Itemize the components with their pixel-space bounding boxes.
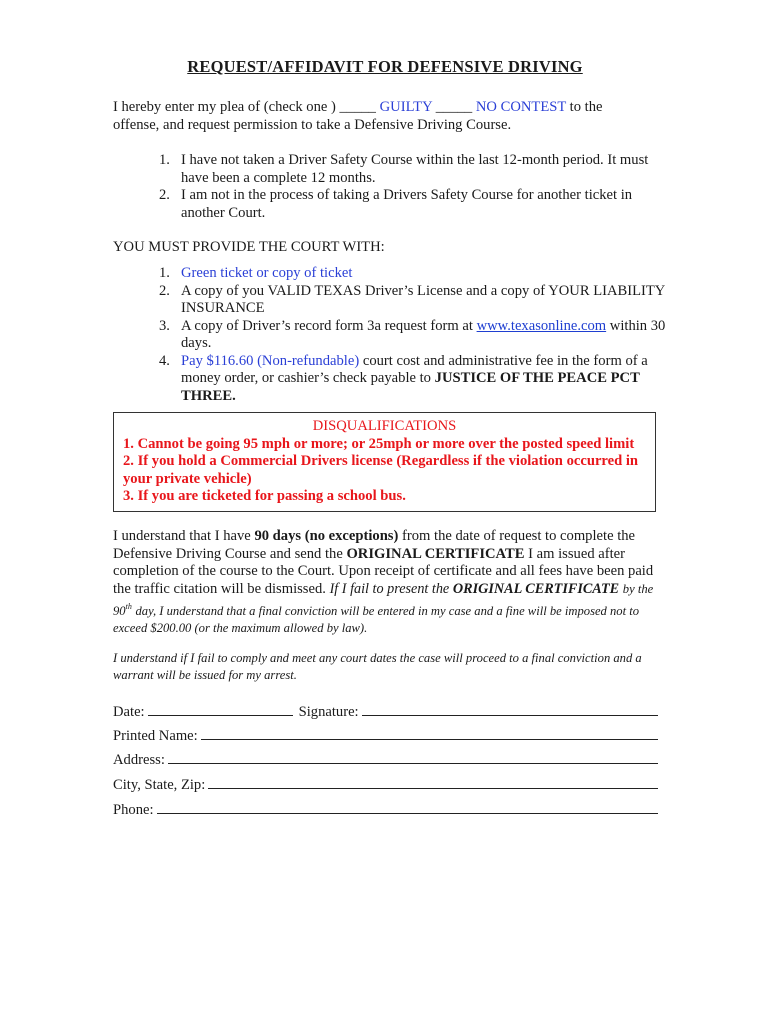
printed-name-row — [113, 727, 658, 746]
plea-text-after: to the — [569, 99, 603, 115]
plea-paragraph — [113, 99, 673, 134]
texasonline-link[interactable]: www.texasonline.com — [476, 317, 607, 334]
city-state-zip-row — [113, 776, 658, 795]
page-title: REQUEST/AFFIDAVIT FOR DEFENSIVE DRIVING — [187, 57, 583, 76]
phone-row — [113, 801, 658, 820]
provide-item: 3. A copy of Driver’s record form 3a request form at www.texasonline.com within 30 days. — [159, 317, 666, 351]
condition-item: 1. I have not taken a Driver Safety Course within the last 12-month period. It must have been a complete 12 months. — [159, 152, 649, 186]
disqualifications-list — [114, 436, 655, 506]
plea-line2: offense, and request permission to take a Defensive Driving Course. — [113, 116, 512, 133]
address-row — [113, 751, 658, 770]
phone-label: Phone: — [113, 802, 154, 818]
disqualifications-title: DISQUALIFICATIONS — [312, 418, 457, 434]
condition-item: 2. I am not in the process of taking a Drivers Safety Course for another ticket in another Court. — [159, 187, 633, 221]
city-state-zip-field[interactable] — [208, 776, 658, 789]
disqualification-item: 3. If you are ticketed for passing a school bus. — [123, 488, 406, 504]
disqualification-item: 2. If you hold a Commercial Drivers license (Regardless if the violation occurred in your private vehicle) — [123, 453, 639, 487]
understand-paragraph: I understand that I have 90 days (no exceptions) from the date of request to complete the Defensive Driving Course and send the ORIGINAL CERTIFICATE I am issued after completion of the course to the Court. Upon receipt of certificate and all fees have been paid the traffic citation will be dismissed. If I fail to present the ORIGINAL CERTIFICATE by the 90th day, I understand that a final conviction will be entered in my case and a fine will be imposed not to exceed $200.00 (or the maximum allowed by law). — [113, 528, 654, 636]
disqualifications-box — [113, 412, 656, 512]
signature-label: Signature: — [298, 704, 359, 720]
no-contest-option[interactable]: NO CONTEST — [475, 99, 567, 115]
disqualification-item: 1. Cannot be going 95 mph or more; or 25mph or more over the posted speed limit — [123, 435, 635, 452]
address-label: Address: — [113, 752, 165, 768]
date-signature-row — [113, 703, 658, 722]
provide-item: 1. Green ticket or copy of ticket — [159, 265, 353, 281]
address-field[interactable] — [168, 751, 658, 764]
provide-item: 2. A copy of you VALID TEXAS Driver’s License and a copy of YOUR LIABILITY INSURANCE — [159, 282, 665, 316]
guilty-option[interactable]: GUILTY — [379, 99, 433, 115]
must-provide-heading: YOU MUST PROVIDE THE COURT WITH: — [113, 239, 385, 255]
provide-item: 4. Pay $116.60 (Non-refundable) court cost and administrative fee in the form of a money order, or cashier’s check payable to JUSTICE OF THE PEACE PCT THREE. — [159, 352, 648, 404]
printed-name-field[interactable] — [201, 727, 658, 740]
must-provide-list — [113, 265, 673, 405]
phone-field[interactable] — [157, 801, 658, 814]
city-state-zip-label: City, State, Zip: — [113, 777, 206, 793]
printed-name-label: Printed Name: — [113, 728, 198, 744]
payee: JUSTICE OF THE PEACE PCT THREE. — [181, 370, 640, 404]
arrest-warning: I understand if I fail to comply and meet any court dates the case will proceed to a final conviction and a warrant will be issued for my arrest. — [113, 651, 642, 683]
fee-amount: Pay $116.60 (Non-refundable) — [181, 352, 360, 369]
date-field[interactable] — [148, 703, 293, 716]
plea-blank: _____ — [435, 99, 473, 115]
signature-field[interactable] — [362, 703, 658, 716]
plea-text-before: I hereby enter my plea of (check one ) _____ — [113, 99, 376, 115]
conditions-list — [113, 152, 673, 222]
date-label: Date: — [113, 704, 145, 720]
